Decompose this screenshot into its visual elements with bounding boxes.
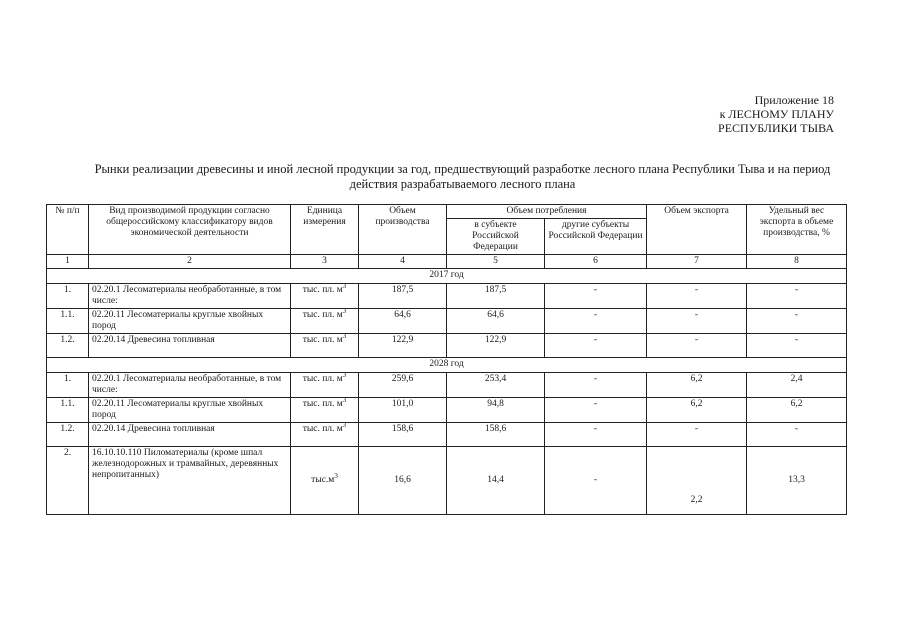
row-export: - xyxy=(647,423,747,447)
row-product: 02.20.1 Лесоматериалы необработанные, в том числе: xyxy=(89,373,291,398)
row-volume: 122,9 xyxy=(359,334,447,358)
row-other-subjects: - xyxy=(545,309,647,334)
row-other-subjects: - xyxy=(545,284,647,309)
appendix-line-1: Приложение 18 xyxy=(754,93,834,107)
header-row-1 xyxy=(47,205,847,219)
row-unit: тыс. пл. $м^3$ xyxy=(291,398,359,423)
header-volume: Объем производства xyxy=(359,205,447,255)
row-volume: 16,6 xyxy=(359,447,447,515)
row-other-subjects: - xyxy=(545,398,647,423)
row-unit: тыс. пл. $м^3$ xyxy=(291,309,359,334)
appendix-block xyxy=(718,93,834,135)
row-share: 13,3 xyxy=(747,447,847,515)
row-other-subjects: - xyxy=(545,423,647,447)
document-title: Рынки реализации древесины и иной лесной продукции за год, предшествующий разработке лесного плана Республики Тыва и на период действия разрабатываемого лесного плана xyxy=(94,162,831,191)
row-in-subject: 158,6 xyxy=(447,423,545,447)
column-number-row xyxy=(47,255,847,269)
row-share: 2,4 xyxy=(747,373,847,398)
row-product: 02.20.1 Лесоматериалы необработанные, в том числе: xyxy=(89,284,291,309)
row-share: 6,2 xyxy=(747,398,847,423)
row-share: - xyxy=(747,284,847,309)
col-number: 8 xyxy=(747,255,847,269)
row-number: 1. xyxy=(47,373,89,398)
row-other-subjects: - xyxy=(545,373,647,398)
table-row xyxy=(47,398,847,423)
row-number: 2. xyxy=(47,447,89,515)
row-volume: 259,6 xyxy=(359,373,447,398)
header-unit: Единица измерения xyxy=(291,205,359,255)
row-number: 1.1. xyxy=(47,398,89,423)
row-unit: $тыс.м^3$ xyxy=(291,447,359,515)
header-export: Объем экспорта xyxy=(647,205,747,255)
row-export: 6,2 xyxy=(647,373,747,398)
row-share: - xyxy=(747,334,847,358)
section-year: 2028 год xyxy=(47,358,847,373)
row-export: 6,2 xyxy=(647,398,747,423)
col-number: 1 xyxy=(47,255,89,269)
col-number: 2 xyxy=(89,255,291,269)
row-export: - xyxy=(647,334,747,358)
section-year-row xyxy=(47,358,847,373)
row-in-subject: 14,4 xyxy=(447,447,545,515)
row-unit: тыс. пл. $м^3$ xyxy=(291,373,359,398)
table-row xyxy=(47,447,847,515)
row-in-subject: 187,5 xyxy=(447,284,545,309)
row-number: 1.2. xyxy=(47,423,89,447)
row-product: 16.10.10.110 Пиломатериалы (кроме шпал железнодорожных и трамвайных, деревянных непропитанных) xyxy=(89,447,291,515)
col-number: 7 xyxy=(647,255,747,269)
row-volume: 101,0 xyxy=(359,398,447,423)
appendix-line-3: РЕСПУБЛИКИ ТЫВА xyxy=(718,121,834,135)
col-number: 3 xyxy=(291,255,359,269)
header-in-subject: в субъекте Российской Федерации xyxy=(447,219,545,255)
table-row xyxy=(47,309,847,334)
col-number: 5 xyxy=(447,255,545,269)
row-other-subjects: - xyxy=(545,447,647,515)
row-volume: 187,5 xyxy=(359,284,447,309)
row-in-subject: 94,8 xyxy=(447,398,545,423)
row-product: 02.20.14 Древесина топливная xyxy=(89,423,291,447)
row-product: 02.20.11 Лесоматериалы круглые хвойных пород xyxy=(89,309,291,334)
row-number: 1.2. xyxy=(47,334,89,358)
col-number: 4 xyxy=(359,255,447,269)
header-share: Удельный вес экспорта в объеме производства, % xyxy=(747,205,847,255)
row-number: 1.1. xyxy=(47,309,89,334)
header-num: № п/п xyxy=(47,205,89,255)
table-row xyxy=(47,284,847,309)
row-export: 2,2 xyxy=(647,447,747,515)
row-product: 02.20.14 Древесина топливная xyxy=(89,334,291,358)
row-unit: тыс. пл. $м^3$ xyxy=(291,423,359,447)
section-year-row xyxy=(47,269,847,284)
table-row xyxy=(47,423,847,447)
row-volume: 64,6 xyxy=(359,309,447,334)
header-other-subjects: другие субъекты Российской Федерации xyxy=(545,219,647,255)
row-unit: тыс. пл. $м^3$ xyxy=(291,334,359,358)
markets-table xyxy=(46,204,847,515)
row-unit: тыс. пл. $м^3$ xyxy=(291,284,359,309)
row-share: - xyxy=(747,423,847,447)
col-number: 6 xyxy=(545,255,647,269)
row-in-subject: 64,6 xyxy=(447,309,545,334)
row-volume: 158,6 xyxy=(359,423,447,447)
row-in-subject: 253,4 xyxy=(447,373,545,398)
row-number: 1. xyxy=(47,284,89,309)
row-other-subjects: - xyxy=(545,334,647,358)
header-product: Вид производимой продукции согласно общероссийскому классификатору видов экономической деятельности xyxy=(89,205,291,255)
row-share: - xyxy=(747,309,847,334)
row-export: - xyxy=(647,284,747,309)
row-product: 02.20.11 Лесоматериалы круглые хвойных пород xyxy=(89,398,291,423)
row-export: - xyxy=(647,309,747,334)
section-year: 2017 год xyxy=(47,269,847,284)
appendix-line-2: к ЛЕСНОМУ ПЛАНУ xyxy=(719,107,834,121)
table-row xyxy=(47,373,847,398)
header-consumption: Объем потребления xyxy=(447,205,647,219)
table-row xyxy=(47,334,847,358)
row-in-subject: 122,9 xyxy=(447,334,545,358)
